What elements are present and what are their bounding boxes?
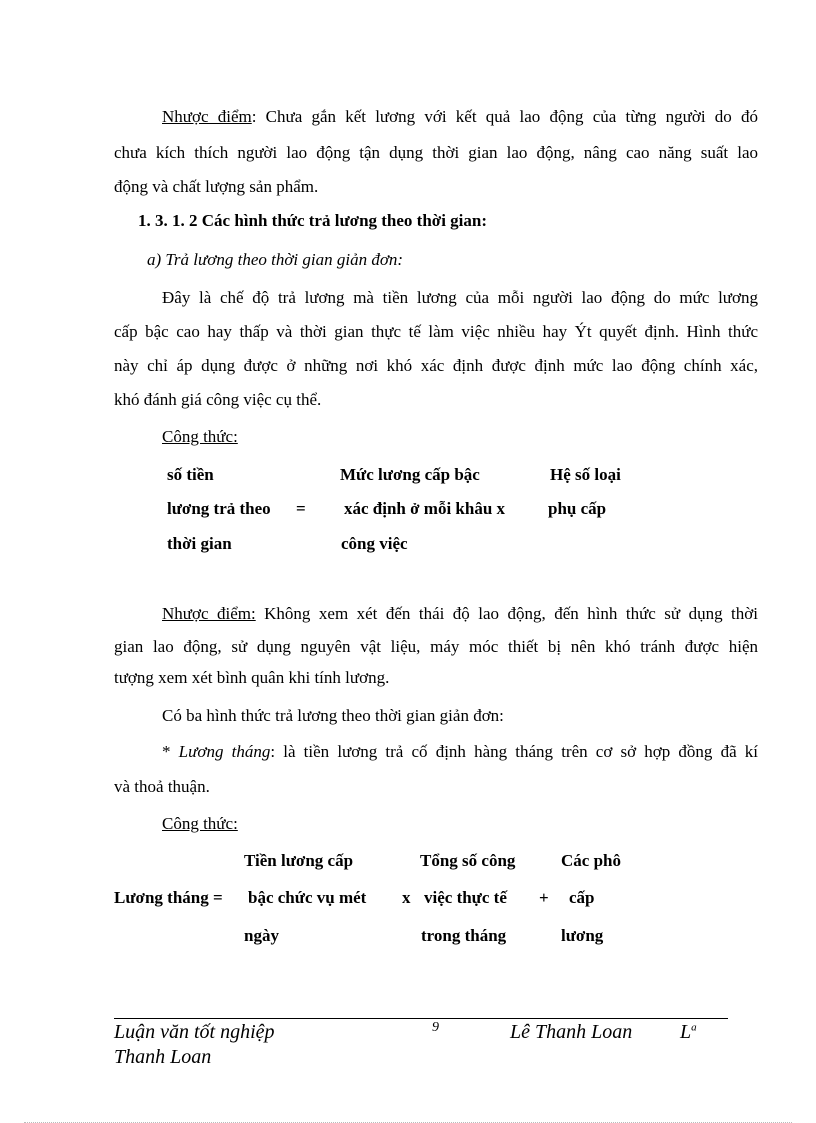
para2-line4: khó đánh giá công việc cụ thể. — [114, 390, 322, 409]
formula2-plus: + — [539, 888, 549, 907]
formula2-c3-1: Các phô — [561, 851, 621, 870]
formula1-label: Công thức: — [162, 427, 238, 446]
footer-left-line2: Thanh Loan — [114, 1046, 212, 1068]
para3-label: Nhược điểm: — [162, 604, 256, 623]
para1-line2: chưa kích thích người lao động tận dụng thời gian lao động, nâng cao năng suất lao — [114, 143, 758, 162]
formula2-times: x — [402, 888, 411, 907]
footer-left-line1: Luận văn tốt nghiệp — [114, 1021, 275, 1043]
formula2-c1-2: bậc chức vụ mét — [248, 888, 367, 907]
para1-line3: động và chất lượng sản phẩm. — [114, 177, 319, 196]
para3-line2: gian lao động, sử dụng nguyên vật liệu, máy móc thiết bị nên khó tránh được hiện — [114, 637, 758, 656]
para1-label: Nhược điểm — [162, 107, 252, 126]
formula2-c3-2: cấp — [569, 888, 595, 907]
formula1-c2-3: công việc — [341, 534, 408, 553]
formula2-c1-3: ngày — [244, 926, 279, 945]
formula2-c2-1: Tổng số công — [420, 851, 516, 870]
formula1-c1-1: số tiền — [167, 465, 214, 484]
formula2-c2-2: việc thực tế — [424, 888, 507, 907]
footer-author: Lê Thanh Loan — [510, 1021, 633, 1043]
formula2-label: Công thức: — [162, 814, 238, 833]
para3-line3: tượng xem xét bình quân khi tính lương. — [114, 668, 390, 687]
para5-line1: * Lương tháng: là tiền lương trả cố định hàng tháng trên cơ sở hợp đồng đã kí — [162, 742, 758, 761]
para1-line1: Nhược điểm: Chưa gắn kết lương với kết quả lao động của từng người do đó — [162, 107, 758, 126]
formula2-c3-3: lương — [561, 926, 604, 945]
formula1-c2-1: Mức lương cấp bậc — [340, 465, 480, 484]
para2-line3: này chỉ áp dụng được ở những nơi khó xác định được định mức lao động chính xác, — [114, 356, 758, 375]
para2-line2: cấp bậc cao hay thấp và thời gian thực tế làm việc nhiều hay Ýt quyết định. Hình thức — [114, 322, 758, 341]
page-number: 9 — [432, 1020, 439, 1035]
formula1-c3-2: phụ cấp — [548, 499, 607, 518]
footer-rule — [114, 1018, 728, 1019]
subsection-heading: a) Trả lương theo thời gian giản đơn: — [147, 250, 404, 269]
para5-term: Lương tháng — [178, 742, 271, 761]
formula1-c2-2: xác định ở mỗi khâu x — [344, 499, 506, 518]
formula1-c1-3: thời gian — [167, 534, 232, 553]
formula2-lhs: Lương tháng = — [114, 888, 223, 907]
para3-line1: Nhược điểm: Không xem xét đến thái độ lao động, đến hình thức sử dụng thời — [162, 604, 758, 623]
formula1-equals: = — [296, 499, 306, 518]
para5-line2: và thoả thuận. — [114, 777, 210, 796]
formula2-c2-3: trong tháng — [421, 926, 507, 945]
formula1-c1-2: lương trả theo — [167, 499, 271, 518]
footer-initial: $L^a$ — [680, 1021, 697, 1043]
para2-line1: Đây là chế độ trả lương mà tiền lương của mỗi người lao động do mức lương — [162, 288, 758, 307]
formula2-c1-1: Tiền lương cấp — [244, 851, 354, 870]
section-heading: 1. 3. 1. 2 Các hình thức trả lương theo thời gian: — [138, 211, 488, 230]
formula1-c3-1: Hệ số loại — [550, 465, 621, 484]
para4: Có ba hình thức trả lương theo thời gian giản đơn: — [162, 706, 504, 725]
